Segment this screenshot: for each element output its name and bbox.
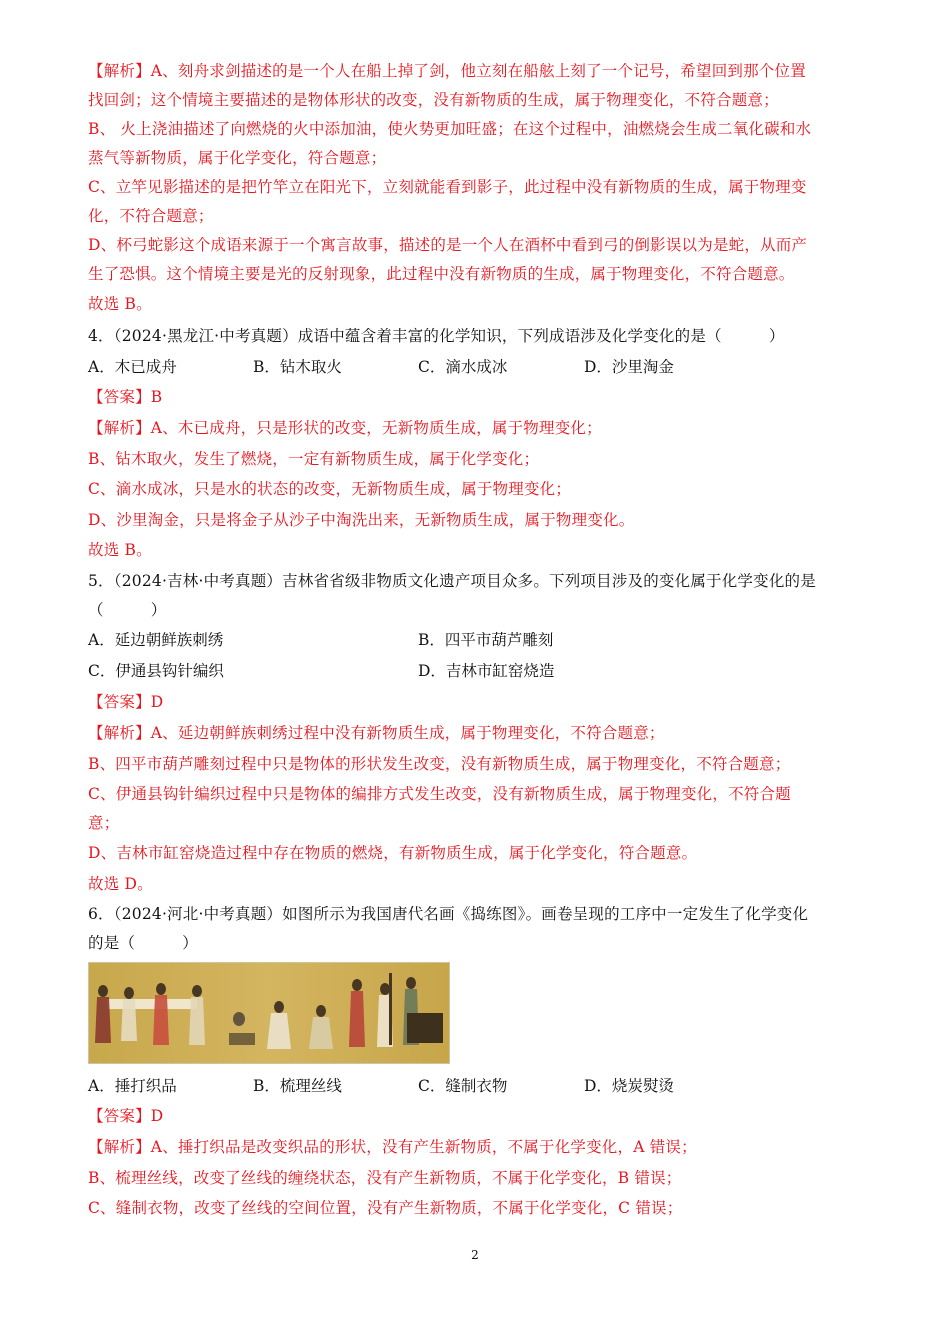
q5-answer: 【答案】D (88, 693, 164, 711)
q6-option-d: D．烧炭熨烫 (584, 1077, 674, 1095)
q4-option-a: A．木已成舟 (88, 358, 177, 376)
q3-analysis-b-line1: B、 火上浇油描述了向燃烧的火中添加油，使火势更加旺盛；在这个过程中，油燃烧会生成二氧化碳和水 (88, 120, 812, 138)
painting-image (88, 962, 450, 1064)
q6-option-a: A．捶打织品 (88, 1077, 177, 1095)
q5-option-b: B．四平市葫芦雕刻 (418, 631, 554, 649)
q4-analysis-line4: D、沙里淘金，只是将金子从沙子中淘洗出来，无新物质生成，属于物理变化。 (88, 511, 635, 529)
q4-option-c: C．滴水成冰 (418, 358, 508, 376)
q3-analysis-d-line1: D、杯弓蛇影这个成语来源于一个寓言故事，描述的是一个人在酒杯中看到弓的倒影误以为是蛇，从而产 (88, 236, 808, 254)
q3-analysis-b-line2: 蒸气等新物质，属于化学变化，符合题意； (88, 149, 387, 167)
q3-analysis-c-line2: 化，不符合题意； (88, 207, 214, 225)
q6-analysis-line2: B、梳理丝线，改变了丝线的缠绕状态，没有产生新物质，不属于化学变化，B 错误； (88, 1169, 682, 1187)
q5-stem-line2: （ ） (88, 601, 167, 619)
q5-analysis-line2: B、四平市葫芦雕刻过程中只是物体的形状发生改变，没有新物质生成，属于物理变化，不符合题意； (88, 755, 791, 773)
q6-option-c: C．缝制衣物 (418, 1077, 508, 1095)
q4-option-d: D．沙里淘金 (584, 358, 674, 376)
q5-analysis-line4: 意； (88, 814, 120, 832)
q4-option-b: B．钻木取火 (253, 358, 342, 376)
q6-stem-line1: 6．（2024·河北·中考真题）如图所示为我国唐代名画《捣练图》。画卷呈现的工序中一定发生了化学变化 (88, 905, 809, 923)
q6-analysis-line1: 【解析】A、捶打织品是改变织品的形状，没有产生新物质，不属于化学变化，A 错误； (88, 1138, 697, 1156)
q5-option-a: A．延边朝鲜族刺绣 (88, 631, 224, 649)
q3-analysis-a-line2: 找回剑；这个情境主要描述的是物体形状的改变，没有新物质的生成，属于物理变化，不符合题意； (88, 91, 779, 109)
q5-analysis-line1: 【解析】A、延边朝鲜族刺绣过程中没有新物质生成，属于物理变化，不符合题意； (88, 724, 665, 742)
q4-analysis-line2: B、钻木取火，发生了燃烧，一定有新物质生成，属于化学变化； (88, 450, 540, 468)
q6-answer: 【答案】D (88, 1107, 164, 1125)
painting-illustration (89, 963, 449, 1063)
q5-analysis-line5: D、吉林市缸窑烧造过程中存在物质的燃烧，有新物质生成，属于化学变化，符合题意。 (88, 844, 698, 862)
q6-analysis-line3: C、缝制衣物，改变了丝线的空间位置，没有产生新物质，不属于化学变化，C 错误； (88, 1199, 683, 1217)
q4-analysis-line3: C、滴水成冰，只是水的状态的改变，无新物质生成，属于物理变化； (88, 480, 572, 498)
q3-choice: 故选 B。 (88, 295, 152, 313)
q4-choice: 故选 B。 (88, 541, 152, 559)
q5-stem-line1: 5．（2024·吉林·中考真题）吉林省省级非物质文化遗产项目众多。下列项目涉及的变化属于化学变化的是 (88, 572, 816, 590)
q4-answer: 【答案】B (88, 388, 163, 406)
q3-analysis-d-line2: 生了恐惧。这个情境主要是光的反射现象，此过程中没有新物质的生成，属于物理变化，不符合题意。 (88, 265, 795, 283)
q5-option-d: D．吉林市缸窑烧造 (418, 662, 555, 680)
q5-choice: 故选 D。 (88, 875, 153, 893)
q4-analysis-line1: 【解析】A、木已成舟，只是形状的改变，无新物质生成，属于物理变化； (88, 419, 602, 437)
page-number: 2 (471, 1248, 479, 1262)
q4-stem: 4．（2024·黑龙江·中考真题）成语中蕴含着丰富的化学知识，下列成语涉及化学变化的是（ ） (88, 327, 785, 345)
q6-option-b: B．梳理丝线 (253, 1077, 342, 1095)
q6-stem-line2: 的是（ ） (88, 934, 198, 952)
q5-option-c: C．伊通县钩针编织 (88, 662, 224, 680)
q5-analysis-line3: C、伊通县钩针编织过程中只是物体的编排方式发生改变，没有新物质生成，属于物理变化，不符合题 (88, 785, 791, 803)
q3-analysis-c-line1: C、立竿见影描述的是把竹竿立在阳光下，立刻就能看到影子，此过程中没有新物质的生成，属于物理变 (88, 178, 807, 196)
q3-analysis-a-line1: 【解析】A、刻舟求剑描述的是一个人在船上掉了剑，他立刻在船舷上刻了一个记号，希望回到那个位置 (88, 62, 806, 80)
